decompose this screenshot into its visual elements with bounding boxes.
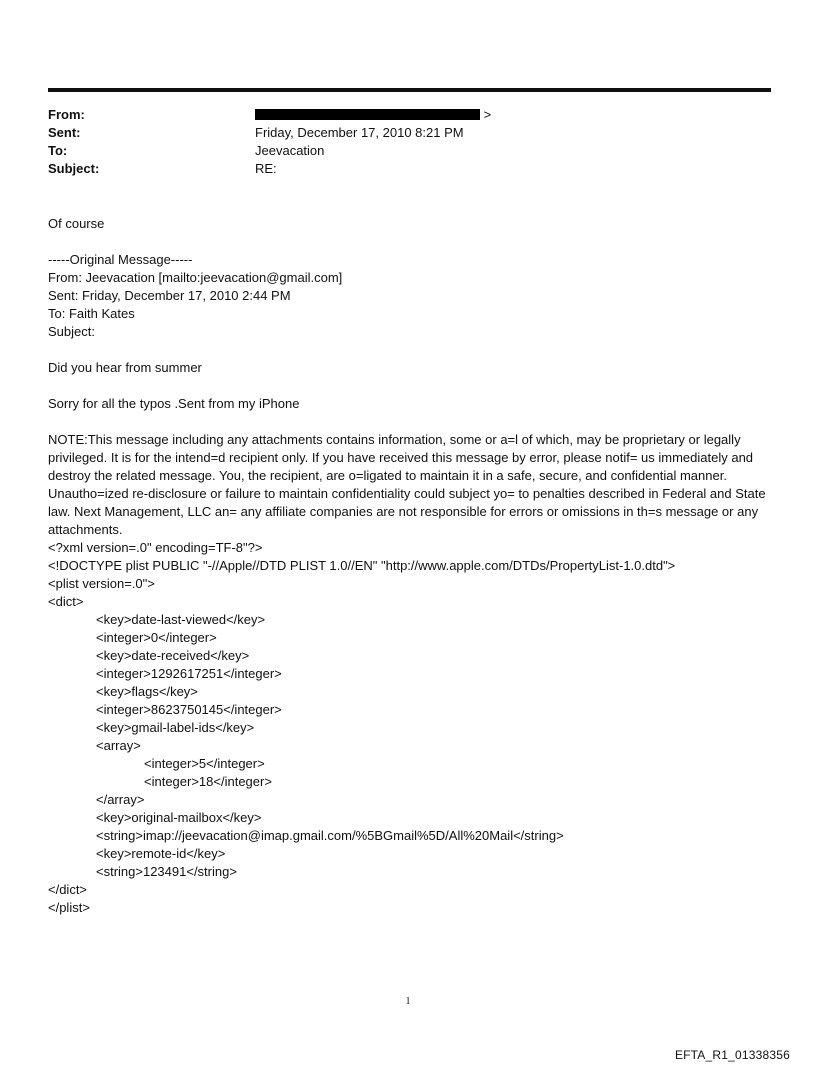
plist-line: <integer>8623750145</integer> bbox=[96, 702, 282, 717]
subject-row bbox=[48, 160, 768, 178]
confidentiality-note: NOTE:This message including any attachments contains information, some or a=l of which, may be proprietary or legally privileged. It is for the intend=d recipient only. If you have received this message by error, please notif= us immediately and destroy the related message. You, the recipient, are o=ligated to maintain it in a safe, secure, and confidential manner. Unautho=ized re-disclosure or failure to maintain confidentiality could subject yo= to penalties described in Federal and State law. Next Management, LLC an= any affiliate companies are not responsible for errors or omissions in th=s message or any attachments. bbox=[48, 432, 766, 537]
plist-line: <key>original-mailbox</key> bbox=[96, 810, 262, 825]
plist-open: <plist version=.0"> bbox=[48, 576, 155, 591]
plist-line: </array> bbox=[96, 792, 145, 807]
plist-line: <key>date-received</key> bbox=[96, 648, 250, 663]
sent-label: Sent: bbox=[48, 125, 81, 140]
sent-row bbox=[48, 124, 768, 142]
header-rule bbox=[48, 88, 771, 92]
plist-line: <integer>18</integer> bbox=[144, 774, 272, 789]
plist-line: <key>gmail-label-ids</key> bbox=[96, 720, 255, 735]
from-suffix: > bbox=[483, 107, 492, 122]
original-body-2: Sorry for all the typos .Sent from my iPhone bbox=[48, 396, 300, 411]
subject-value: RE: bbox=[255, 161, 277, 176]
plist-xml-decl: <?xml version=.0" encoding=TF-8"?> bbox=[48, 540, 263, 555]
plist-line: <integer>1292617251</integer> bbox=[96, 666, 282, 681]
to-row bbox=[48, 142, 768, 160]
plist-line: <array> bbox=[96, 738, 141, 753]
dict-close: </dict> bbox=[48, 882, 88, 897]
email-header bbox=[48, 106, 768, 178]
plist-close: </plist> bbox=[48, 900, 90, 915]
from-value bbox=[255, 106, 491, 124]
bates-number: EFTA_R1_01338356 bbox=[674, 1048, 790, 1062]
original-divider: -----Original Message----- bbox=[48, 252, 193, 267]
to-label: To: bbox=[48, 143, 68, 158]
plist-line: <integer>5</integer> bbox=[144, 756, 265, 771]
plist-line: <key>remote-id</key> bbox=[96, 846, 226, 861]
from-label: From: bbox=[48, 107, 85, 122]
reply-text: Of course bbox=[48, 216, 105, 231]
subject-label: Subject: bbox=[48, 161, 100, 176]
original-subject: Subject: bbox=[48, 324, 95, 339]
email-body bbox=[48, 215, 773, 917]
plist-line: <key>date-last-viewed</key> bbox=[96, 612, 266, 627]
plist-doctype: <!DOCTYPE plist PUBLIC "-//Apple//DTD PLIST 1.0//EN" "http://www.apple.com/DTDs/PropertyList-1.0.dtd"> bbox=[48, 558, 676, 573]
from-row bbox=[48, 106, 768, 124]
plist-line: <string>imap://jeevacation@imap.gmail.com/%5BGmail%5D/All%20Mail</string> bbox=[96, 828, 564, 843]
original-from: From: Jeevacation [mailto:jeevacation@gmail.com] bbox=[48, 270, 343, 285]
original-to: To: Faith Kates bbox=[48, 306, 135, 321]
redaction-bar bbox=[255, 109, 480, 120]
dict-open: <dict> bbox=[48, 594, 84, 609]
plist-line: <integer>0</integer> bbox=[96, 630, 217, 645]
plist-line: <key>flags</key> bbox=[96, 684, 198, 699]
to-value: Jeevacation bbox=[255, 143, 325, 158]
page-number: 1 bbox=[405, 996, 411, 1007]
original-body-1: Did you hear from summer bbox=[48, 360, 202, 375]
sent-value: Friday, December 17, 2010 8:21 PM bbox=[255, 125, 464, 140]
original-sent: Sent: Friday, December 17, 2010 2:44 PM bbox=[48, 288, 291, 303]
plist-line: <string>123491</string> bbox=[96, 864, 237, 879]
